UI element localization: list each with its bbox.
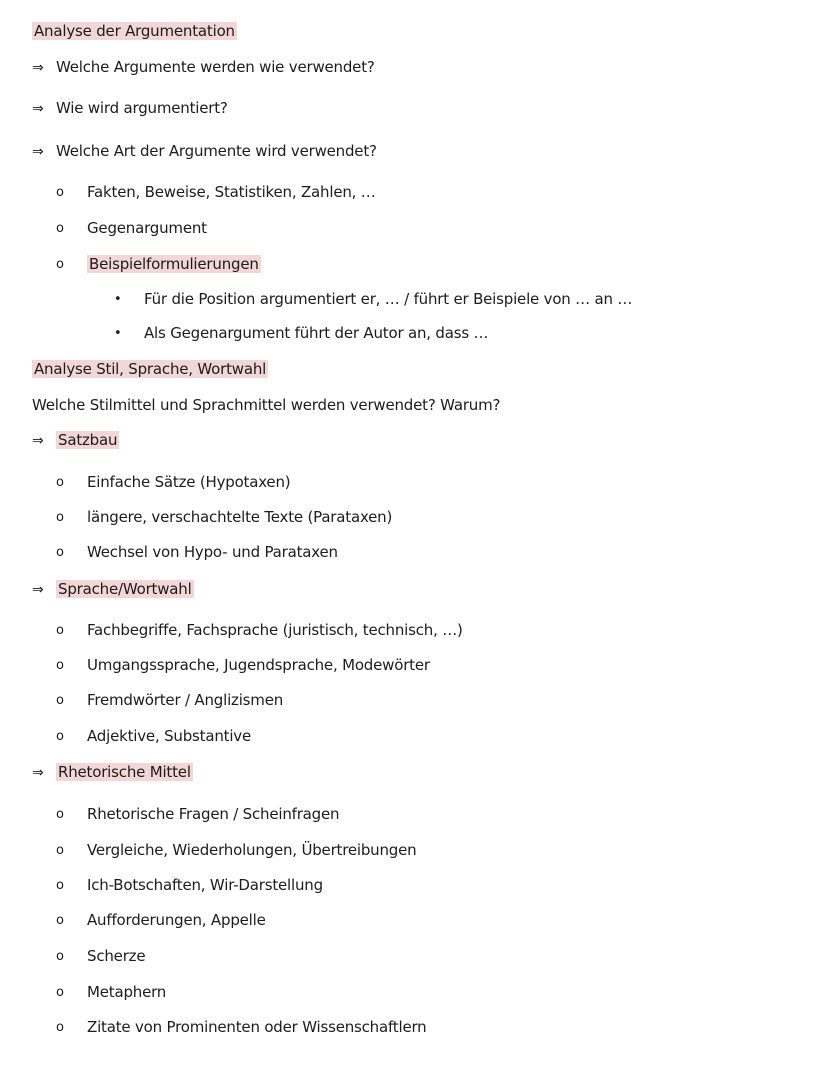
subheading-text: Satzbau — [58, 431, 118, 449]
arrow-icon: ⇒ — [32, 101, 44, 117]
question-text: Welche Art der Argumente wird verwendet? — [56, 142, 377, 160]
example-item: Für die Position argumentiert er, … / führt er Beispiele von … an … — [144, 290, 633, 308]
list-item: Fremdwörter / Anglizismen — [87, 691, 284, 709]
list-item: Rhetorische Fragen / Scheinfragen — [87, 805, 340, 823]
list-item: Umgangssprache, Jugendsprache, Modewörter — [87, 656, 430, 674]
list-item: Adjektive, Substantive — [87, 727, 251, 745]
subheading-satzbau — [32, 430, 119, 450]
list-item: längere, verschachtelte Texte (Parataxen) — [87, 508, 393, 526]
circle-bullet-icon: o — [56, 623, 64, 638]
question-line — [32, 141, 377, 161]
circle-bullet-icon: o — [56, 221, 64, 236]
list-item: Aufforderungen, Appelle — [87, 911, 266, 929]
list-item: Einfache Sätze (Hypotaxen) — [87, 473, 291, 491]
circle-bullet-icon: o — [56, 729, 64, 744]
subheading-text: Sprache/Wortwahl — [58, 580, 192, 598]
dot-bullet-icon: • — [114, 292, 122, 307]
list-item: Scherze — [87, 947, 146, 965]
list-item: Zitate von Prominenten oder Wissenschaftlern — [87, 1018, 427, 1036]
arrow-icon: ⇒ — [32, 433, 44, 449]
list-item — [87, 254, 261, 274]
heading-text: Analyse Stil, Sprache, Wortwahl — [34, 360, 267, 378]
example-item: Als Gegenargument führt der Autor an, dass … — [144, 324, 489, 342]
circle-bullet-icon: o — [56, 985, 64, 1000]
question-text: Wie wird argumentiert? — [56, 99, 228, 117]
question-line — [32, 98, 228, 118]
list-item: Metaphern — [87, 983, 167, 1001]
circle-bullet-icon: o — [56, 878, 64, 893]
circle-bullet-icon: o — [56, 843, 64, 858]
heading-text: Analyse der Argumentation — [34, 22, 235, 40]
section-heading-argumentation — [32, 21, 237, 41]
highlighted-item-text: Beispielformulierungen — [89, 255, 259, 273]
circle-bullet-icon: o — [56, 185, 64, 200]
subheading-rhetorik — [32, 762, 193, 782]
arrow-icon: ⇒ — [32, 144, 44, 160]
circle-bullet-icon: o — [56, 475, 64, 490]
list-item: Fachbegriffe, Fachsprache (juristisch, technisch, …) — [87, 621, 463, 639]
circle-bullet-icon: o — [56, 949, 64, 964]
list-item: Gegenargument — [87, 219, 207, 237]
dot-bullet-icon: • — [114, 326, 122, 341]
list-item: Ich-Botschaften, Wir-Darstellung — [87, 876, 323, 894]
arrow-icon: ⇒ — [32, 60, 44, 76]
question-line — [32, 57, 375, 77]
circle-bullet-icon: o — [56, 658, 64, 673]
circle-bullet-icon: o — [56, 545, 64, 560]
arrow-icon: ⇒ — [32, 582, 44, 598]
circle-bullet-icon: o — [56, 1020, 64, 1035]
arrow-icon: ⇒ — [32, 765, 44, 781]
question-text: Welche Argumente werden wie verwendet? — [56, 58, 375, 76]
circle-bullet-icon: o — [56, 807, 64, 822]
list-item: Wechsel von Hypo- und Parataxen — [87, 543, 338, 561]
subheading-text: Rhetorische Mittel — [58, 763, 191, 781]
list-item: Fakten, Beweise, Statistiken, Zahlen, … — [87, 183, 376, 201]
circle-bullet-icon: o — [56, 257, 64, 272]
list-item: Vergleiche, Wiederholungen, Übertreibungen — [87, 841, 417, 859]
section-heading-stil — [32, 359, 268, 379]
circle-bullet-icon: o — [56, 510, 64, 525]
intro-text: Welche Stilmittel und Sprachmittel werden verwendet? Warum? — [32, 396, 501, 414]
subheading-sprache — [32, 579, 194, 599]
circle-bullet-icon: o — [56, 693, 64, 708]
circle-bullet-icon: o — [56, 913, 64, 928]
